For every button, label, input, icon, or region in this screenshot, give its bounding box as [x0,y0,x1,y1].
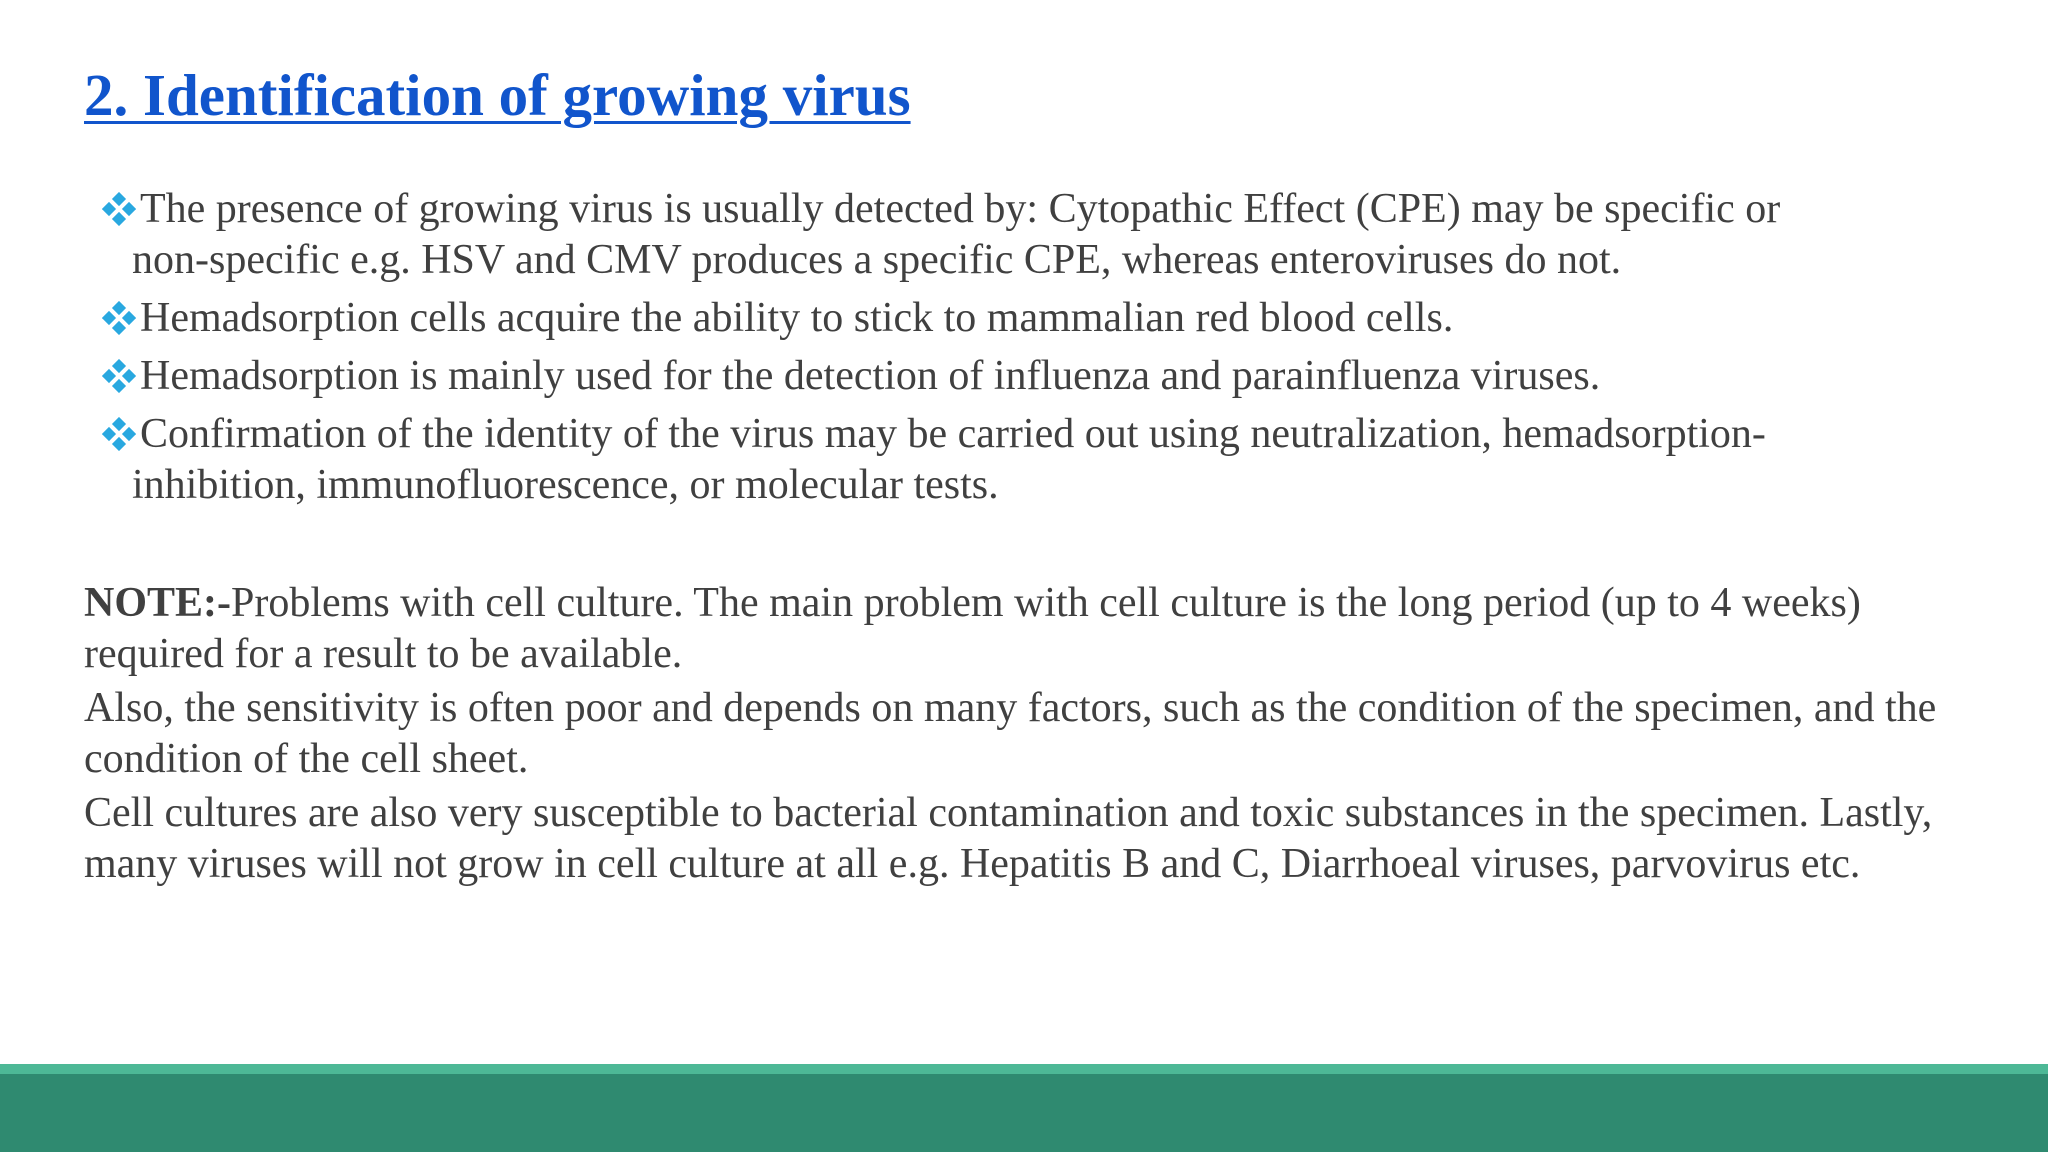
bullet-text-line: Hemadsorption cells acquire the ability to stick to mammalian red blood cells. [140,295,1454,341]
footer-band-accent [0,1064,2048,1074]
diamond-bullet-icon [102,192,136,226]
note-label: NOTE:- [84,580,231,626]
bullet-text-continuation: inhibition, immunofluorescence, or molecular tests. [132,462,999,508]
bullet-item [102,351,1992,402]
bullet-item [102,184,1992,286]
note-paragraph-2: Also, the sensitivity is often poor and depends on many factors, such as the condition of the specimen, and the condition of the cell sheet. [84,685,1937,782]
note-paragraph-1 [84,578,1984,680]
note-block [84,578,1984,893]
bullet-item [102,409,1992,511]
bullet-text-continuation: non-specific e.g. HSV and CMV produces a specific CPE, whereas enteroviruses do not. [132,237,1622,283]
slide-title: 2. Identification of growing virus [84,62,911,128]
bullet-text-line: The presence of growing virus is usually detected by: Cytopathic Effect (CPE) may be specific or [140,186,1781,232]
bullet-text-line: Hemadsorption is mainly used for the detection of influenza and parainfluenza viruses. [140,353,1601,399]
bullet-text-line: Confirmation of the identity of the virus may be carried out using neutralization, hemadsorption- [140,411,1766,457]
bullet-list [102,184,1992,518]
diamond-bullet-icon [102,301,136,335]
diamond-bullet-icon [102,359,136,393]
note-text: Problems with cell culture. The main problem with cell culture is the long period (up to 4 weeks) required for a result to be available. [84,580,1861,677]
bullet-item [102,293,1992,344]
note-paragraph-3: Cell cultures are also very susceptible to bacterial contamination and toxic substances in the specimen. Lastly, many viruses will not grow in cell culture at all e.g. Hepatitis B and C, Diarrhoeal viruses, parvovirus etc. [84,790,1933,887]
footer-band [0,1074,2048,1152]
diamond-bullet-icon [102,417,136,451]
